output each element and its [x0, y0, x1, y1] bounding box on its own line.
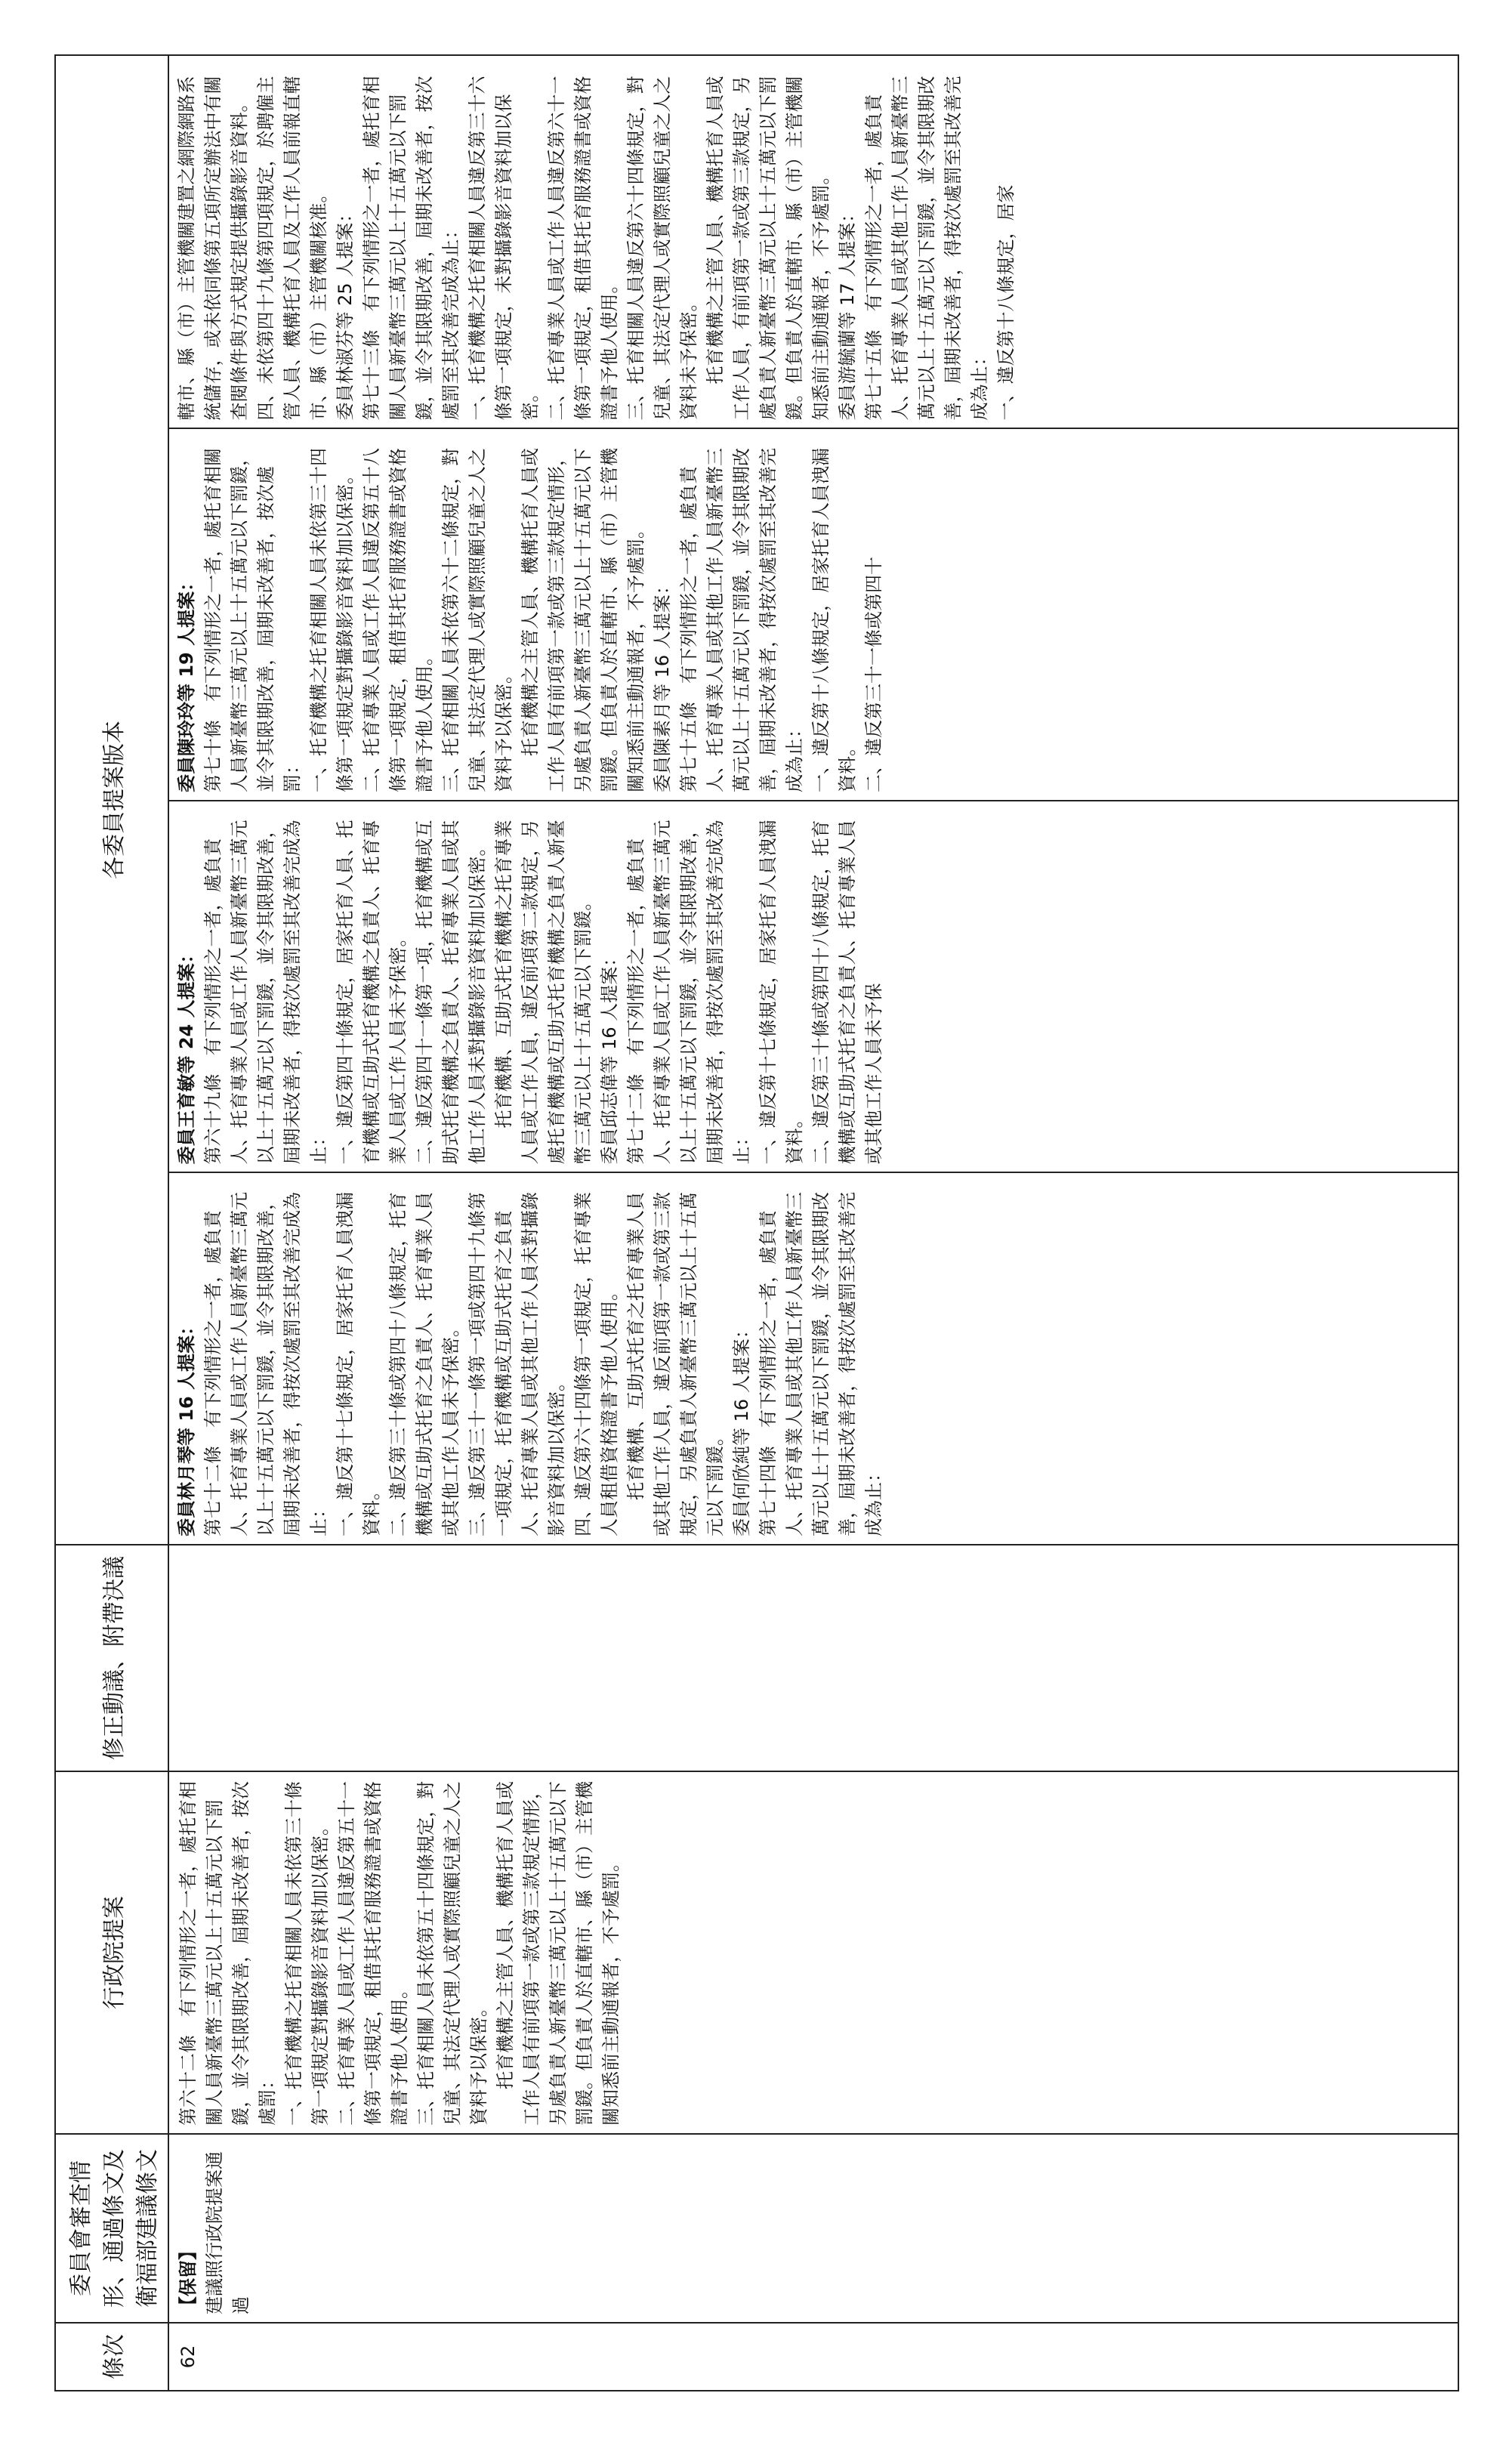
status-text: 建議照行政院提案通過 — [204, 2151, 252, 2314]
member-proposal-title: 委員陳玲玲等 19 人提案： — [176, 573, 197, 792]
executive-cell — [168, 1771, 1458, 2134]
member-column-2 — [169, 800, 1458, 1172]
member-proposal-text: 第七十條 有下列情形之一者，處托育相關人員新臺幣三萬元以上十五萬元以下罰鍰，並令其限期改善，屆期未改善者，按次處罰： 一、托育機構之托育相關人員未依第三十四條第一項規定對攝錄影音資料加以保密。 二、托育專業人員或工作人員違反第五十八條第一項規定，租借其托育服務證書或資格證書予他人使用。 三、托育相關人員未依第六十二條規定，對兒童、其法定代理人或實際照顧兒童之人之資料予以保密。 托育機構之主管人員、機構托育人員或工作人員有前項第一款或第三款規定情形，另處負責人新臺幣三萬元以上十五萬元以下罰鍰。但負責人於直轄市、縣（市）主管機關知悉前主動通報者，不予處罰。 委員陳素月等 16 人提案： 第七十五條 有下列情形之一者，處負責人、托育專業人員或其他工作人員新臺幣三萬元以上十五萬元以下罰鍰，並令其限期改善，屆期未改善者，得按次處罰至其改善完成為止： 一、違反第十八條規定，居家托育人員洩漏資料。 二、違反第三十一條或第四十 — [202, 448, 884, 792]
status-tag: 【保留】 — [177, 2242, 199, 2314]
header-members: 各委員提案版本 — [55, 55, 168, 1545]
executive-text: 第六十二條 有下列情形之一者，處托育相關人員新臺幣三萬元以上十五萬元以下罰鍰，並令其限期改善，屆期未改善者，按次處罰： 一、托育機構之托育相關人員未依第三十條第一項規定對攝錄影音資料加以保密。 二、托育專業人員或工作人員違反第五十一條第一項規定，租借其托育服務證書或資格證書予他人使用。 三、托育相關人員未依第五十四條規定，對兒童、其法定代理人或實際照顧兒童之人之資料予以保密。 托育機構之主管人員、機構托育人員或工作人員有前項第一款或第三款規定情形，另處負責人新臺幣三萬元以上十五萬元以下罰鍰。但負責人於直轄市、縣（市）主管機關知悉前主動通報者，不予處罰。 — [177, 1781, 622, 2126]
article-number: 62 — [168, 2323, 1458, 2391]
amendment-cell — [168, 1545, 1458, 1771]
header-amendment: 修正動議、附帶決議 — [55, 1545, 168, 1771]
member-column-1 — [169, 1172, 1458, 1545]
member-proposal-title: 委員林月琴等 16 人提案： — [176, 1317, 197, 1536]
header-no: 條次 — [55, 2323, 168, 2391]
member-proposal-text: 第六十九條 有下列情形之一者，處負責人、托育專業人員或工作人員新臺幣三萬元以上十五萬元以下罰鍰，並令其限期改善，屆期未改善者，得按次處罰至其改善完成為止： 一、違反第四十條規定，居家托育人員、托育機構或互助式托育機構之負責人、托育專業人員或工作人員未予保密。 二、違反第四十一條第一項，托育機構或互助式托育機構之負責人、托育專業人員或其他工作人員未對攝錄影音資料加以保密。 托育機構、互助式托育機構之托育專業人員或工作人員，違反前項第二款規定，另處托育機構或互助式托育機構之負責人新臺幣三萬元以上十五萬元以下罰鍰。 委員邱志偉等 16 人提案： 第七十二條 有下列情形之一者，處負責人、托育專業人員或工作人員新臺幣三萬元以上十五萬元以下罰鍰，並令其限期改善，屆期未改善者，得按次處罰至其改善完成為止： 一、違反第十七條規定，居家托育人員洩漏資料。 二、違反第三十條或第四十八條規定，托育機構或互助式托育之負責人、托育專業人員或其他工作人員未予保 — [202, 820, 884, 1165]
member-column-4 — [169, 56, 1458, 428]
member-column-3 — [169, 428, 1458, 801]
comparison-table — [54, 54, 1459, 2391]
members-cell — [168, 55, 1458, 1545]
header-committee: 委員會審查情形、通過條文及衛福部建議條文 — [55, 2134, 168, 2323]
committee-cell — [168, 2134, 1458, 2323]
member-proposal-title: 委員王育敏等 24 人提案： — [176, 945, 197, 1165]
member-proposal-text: 轄市、縣（市）主管機關建置之網際網路系統儲存，或未依同條第五項所定辦法中有關查閱條件與方式規定提供攝錄影音資料。 四、未依第四十九條第四項規定，於聘僱主管人員、機構托育人員及工作人員前報直轄市、縣（市）主管機關核准。 委員林淑芬等 25 人提案： 第七十三條 有下列情形之一者，處托育相關人員新臺幣三萬元以上十五萬元以下罰鍰，並令其限期改善，屆期未改善者，按次處罰至其改善完成為止： 一、托育機構之托育相關人員違反第三十六條第一項規定，未對攝錄影音資料加以保密。 二、托育專業人員或工作人員違反第六十一條第一項規定，租借其托育服務證書或資格證書予他人使用。 三、托育相關人員違反第六十四條規定，對兒童、其法定代理人或實際照顧兒童之人之資料未予保密。 托育機構之主管人員、機構托育人員或工作人員，有前項第一款或第三款規定，另處負責人新臺幣三萬元以上十五萬元以下罰鍰。但負責人於直轄市、縣（市）主管機關知悉前主動通報者，不予處罰。 委員游毓蘭等 17 人提案： 第七十五條 有下列情形之一者，處負責人、托育專業人員或其他工作人員新臺幣三萬元以上十五萬元以下罰鍰，並令其限期改善，屆期未改善者，得按次處罰至其改善完成為止： 一、違反第十八條規定，居家 — [176, 76, 1017, 421]
header-executive: 行政院提案 — [55, 1771, 168, 2134]
member-columns — [169, 56, 1458, 1544]
member-proposal-text: 第七十二條 有下列情形之一者，處負責人、托育專業人員或工作人員新臺幣三萬元以上十五萬元以下罰鍰，並令其限期改善，屆期未改善者，得按次處罰至其改善完成為止： 一、違反第十七條規定，居家托育人員洩漏資料。 二、違反第三十條或第四十八條規定，托育機構或互助式托育之負責人、托育專業人員或其他工作人員未予保密。 三、違反第三十一條第一項或第四十九條第一項規定，托育機構或互助式托育之負責人、托育專業人員或其他工作人員未對攝錄影音資料加以保密。 四、違反第六十四條第一項規定，托育專業人員租借資格證書予他人使用。 托育機構、互助式托育之托育專業人員或其他工作人員，違反前項第一款或第三款規定，另處負責人新臺幣三萬元以上十五萬元以下罰鍰。 委員何欣純等 16 人提案： 第七十四條 有下列情形之一者，處負責人、托育專業人員或其他工作人員新臺幣三萬元以上十五萬元以下罰鍰，並令其限期改善，屆期未改善者，得按次處罰至其改善完成為止： — [202, 1192, 884, 1536]
